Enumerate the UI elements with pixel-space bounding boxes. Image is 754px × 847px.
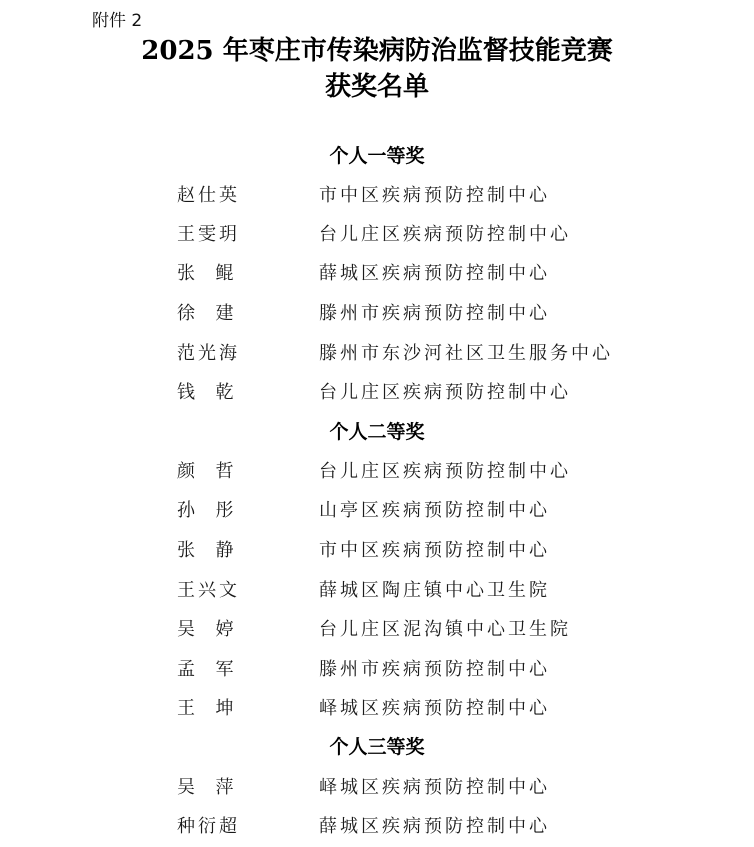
winner-row (0, 813, 754, 841)
winner-name: 种衍超 (177, 816, 240, 837)
winner-name: 孙 彤 (177, 500, 237, 521)
winner-name: 王兴文 (177, 580, 240, 601)
winner-row (0, 300, 754, 328)
winner-row (0, 497, 754, 525)
winner-organization: 滕州市疾病预防控制中心 (319, 303, 550, 324)
winner-name: 徐 建 (177, 303, 237, 324)
document-title-line-1: 2025 年枣庄市传染病防治监督技能竞赛 (141, 36, 613, 66)
winner-row (0, 340, 754, 368)
section-heading-third-prize: 个人三等奖 (329, 736, 425, 758)
winner-row (0, 260, 754, 288)
winner-row (0, 774, 754, 802)
winner-row (0, 221, 754, 249)
winner-row (0, 182, 754, 210)
winner-organization: 台儿庄区疾病预防控制中心 (319, 461, 571, 482)
winner-row (0, 458, 754, 486)
winner-name: 王 坤 (177, 698, 237, 719)
winner-name: 赵仕英 (177, 185, 240, 206)
winner-name: 张 鲲 (177, 263, 237, 284)
winner-organization: 峄城区疾病预防控制中心 (319, 777, 550, 798)
winner-name: 颜 哲 (177, 461, 237, 482)
section-heading-second-prize: 个人二等奖 (329, 421, 425, 443)
winner-row (0, 379, 754, 407)
winner-organization: 台儿庄区疾病预防控制中心 (319, 382, 571, 403)
winner-row (0, 577, 754, 605)
winner-organization: 薛城区疾病预防控制中心 (319, 816, 550, 837)
winner-row (0, 537, 754, 565)
attachment-label: 附件 2 (92, 11, 143, 31)
winner-row (0, 656, 754, 684)
winner-organization: 薛城区陶庄镇中心卫生院 (319, 580, 550, 601)
winner-organization: 市中区疾病预防控制中心 (319, 185, 550, 206)
winner-organization: 薛城区疾病预防控制中心 (319, 263, 550, 284)
winner-name: 吴 婷 (177, 619, 237, 640)
winner-organization: 台儿庄区泥沟镇中心卫生院 (319, 619, 571, 640)
winner-name: 吴 萍 (177, 777, 237, 798)
winner-name: 钱 乾 (177, 382, 237, 403)
winner-organization: 滕州市疾病预防控制中心 (319, 659, 550, 680)
winner-organization: 滕州市东沙河社区卫生服务中心 (319, 343, 613, 364)
winner-organization: 峄城区疾病预防控制中心 (319, 698, 550, 719)
document-title-line-2: 获奖名单 (324, 72, 429, 102)
winner-organization: 台儿庄区疾病预防控制中心 (319, 224, 571, 245)
winner-row (0, 616, 754, 644)
section-heading-first-prize: 个人一等奖 (329, 145, 425, 167)
winner-name: 范光海 (177, 343, 240, 364)
winner-name: 王雯玥 (177, 224, 240, 245)
winner-name: 孟 军 (177, 659, 237, 680)
winner-row (0, 695, 754, 723)
winner-name: 张 静 (177, 540, 237, 561)
winner-organization: 市中区疾病预防控制中心 (319, 540, 550, 561)
winner-organization: 山亭区疾病预防控制中心 (319, 500, 550, 521)
